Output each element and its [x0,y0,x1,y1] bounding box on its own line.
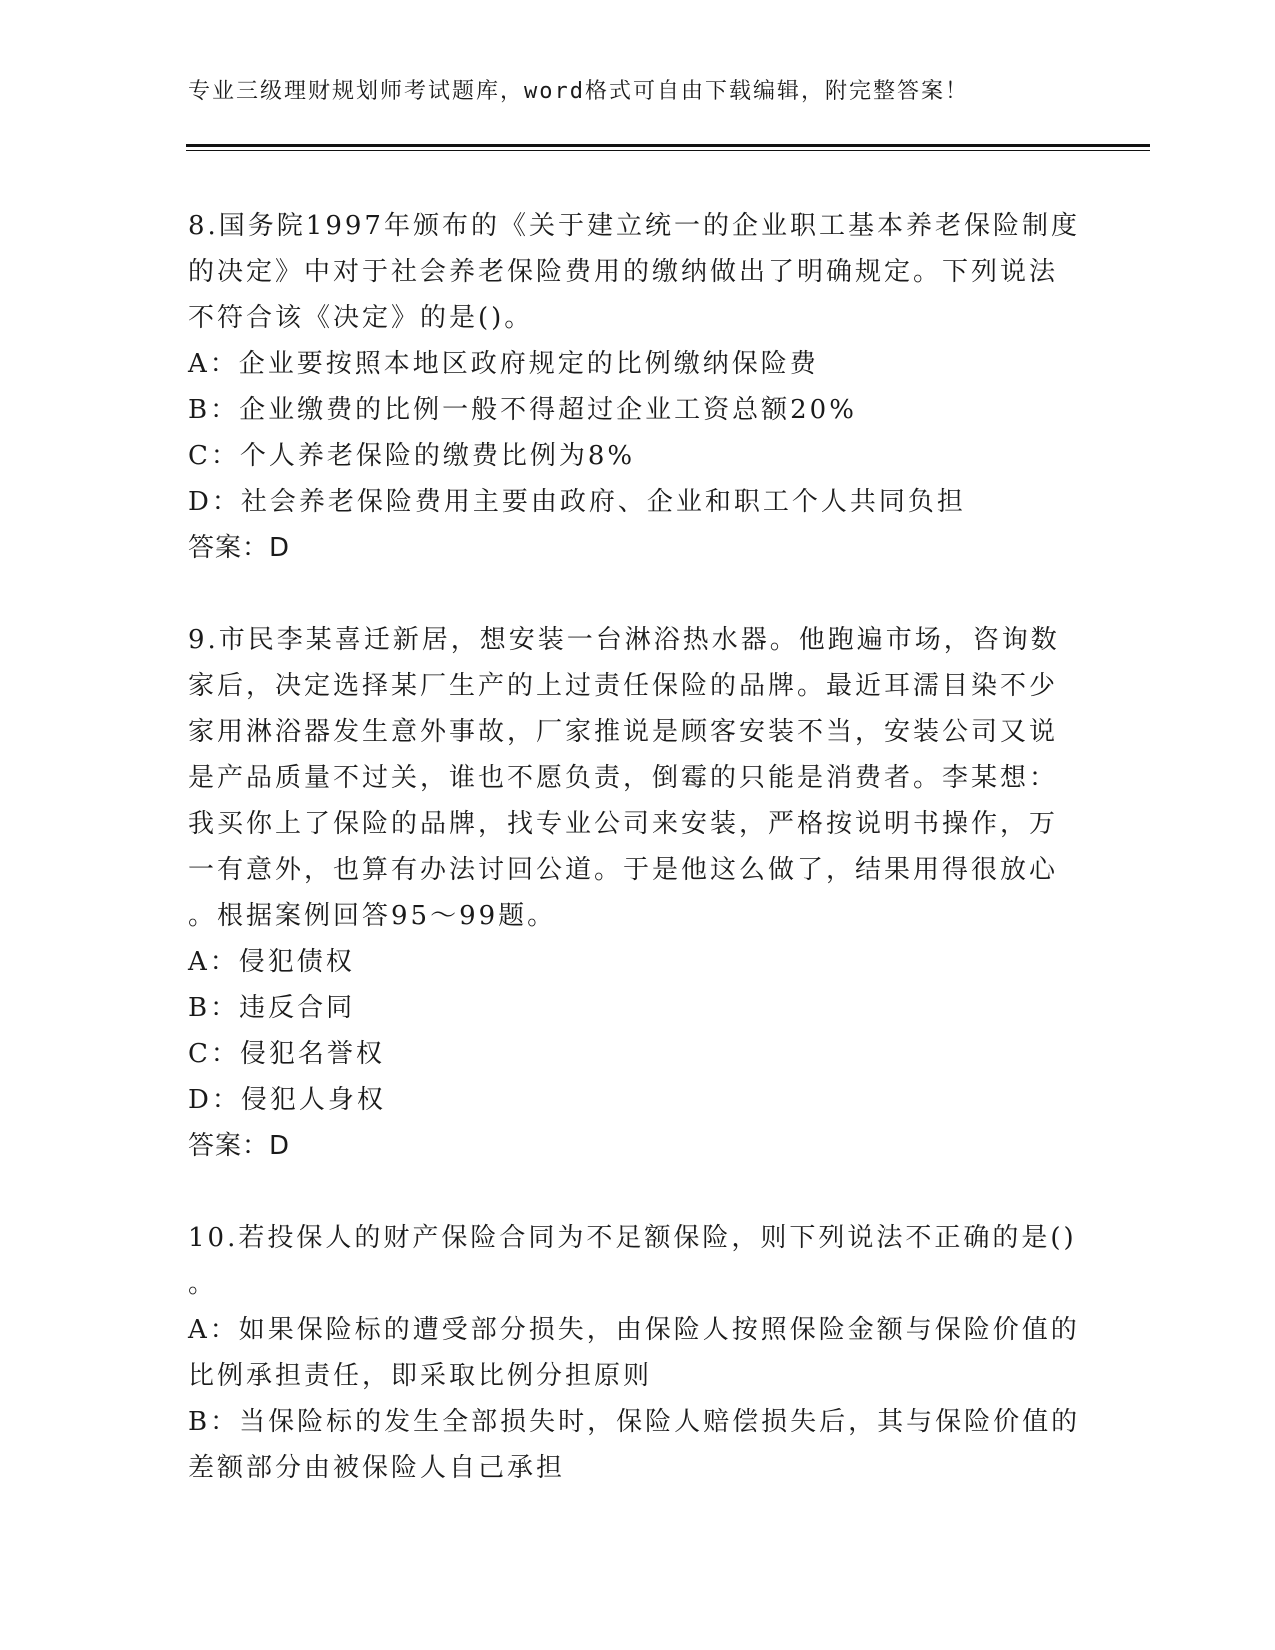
question-spacer [188,1169,1088,1215]
question-stem-line: 的决定》中对于社会养老保险费用的缴纳做出了明确规定。下列说法 [188,257,1059,287]
option-a: A：如果保险标的遭受部分损失，由保险人按照保险金额与保险价值的 [188,1315,1080,1345]
option-d: D：社会养老保险费用主要由政府、企业和职工个人共同负担 [188,487,966,517]
question-spacer [188,571,1088,617]
option-b: B：当保险标的发生全部损失时，保险人赔偿损失后，其与保险价值的 [188,1407,1081,1437]
question-list [188,203,1088,1491]
answer-label: 答案：D [188,1131,291,1161]
question-8 [188,203,1088,571]
header-rule-thick [186,144,1150,147]
option-a: A：企业要按照本地区政府规定的比例缴纳保险费 [188,349,819,379]
header-rule-thin [186,150,1150,151]
option-b: B：企业缴费的比例一般不得超过企业工资总额20% [188,395,857,425]
question-stem-line: 一有意外，也算有办法讨回公道。于是他这么做了，结果用得很放心 [188,855,1059,885]
question-stem-line: 是产品质量不过关，谁也不愿负责，倒霉的只能是消费者。李某想： [188,763,1059,793]
page-header: 专业三级理财规划师考试题库，word格式可自由下载编辑，附完整答案！ [188,79,969,104]
question-stem-line: 。 [188,1269,218,1299]
answer-label: 答案：D [188,533,291,563]
question-10 [188,1215,1088,1491]
question-stem-line: 9.市民李某喜迁新居，想安装一台淋浴热水器。他跑遍市场，咨询数 [188,625,1060,655]
question-stem-line: 。根据案例回答95～99题。 [188,901,557,931]
option-c: C：个人养老保险的缴费比例为8% [188,441,636,471]
question-stem-line: 家后，决定选择某厂生产的上过责任保险的品牌。最近耳濡目染不少 [188,671,1059,701]
option-d: D：侵犯人身权 [188,1085,386,1115]
question-stem-line: 我买你上了保险的品牌，找专业公司来安装，严格按说明书操作，万 [188,809,1059,839]
question-stem-line: 10.若投保人的财产保险合同为不足额保险，则下列说法不正确的是() [188,1223,1077,1253]
option-a: A：侵犯债权 [188,947,355,977]
question-9 [188,617,1088,1169]
option-c: C：侵犯名誉权 [188,1039,385,1069]
question-stem-line: 家用淋浴器发生意外事故，厂家推说是顾客安装不当，安装公司又说 [188,717,1059,747]
question-stem-line: 不符合该《决定》的是()。 [188,303,534,333]
question-stem-line: 8.国务院1997年颁布的《关于建立统一的企业职工基本养老保险制度 [188,211,1080,241]
option-a-continued: 比例承担责任，即采取比例分担原则 [188,1361,653,1391]
option-b-continued: 差额部分由被保险人自己承担 [188,1453,566,1483]
option-b: B：违反合同 [188,993,356,1023]
